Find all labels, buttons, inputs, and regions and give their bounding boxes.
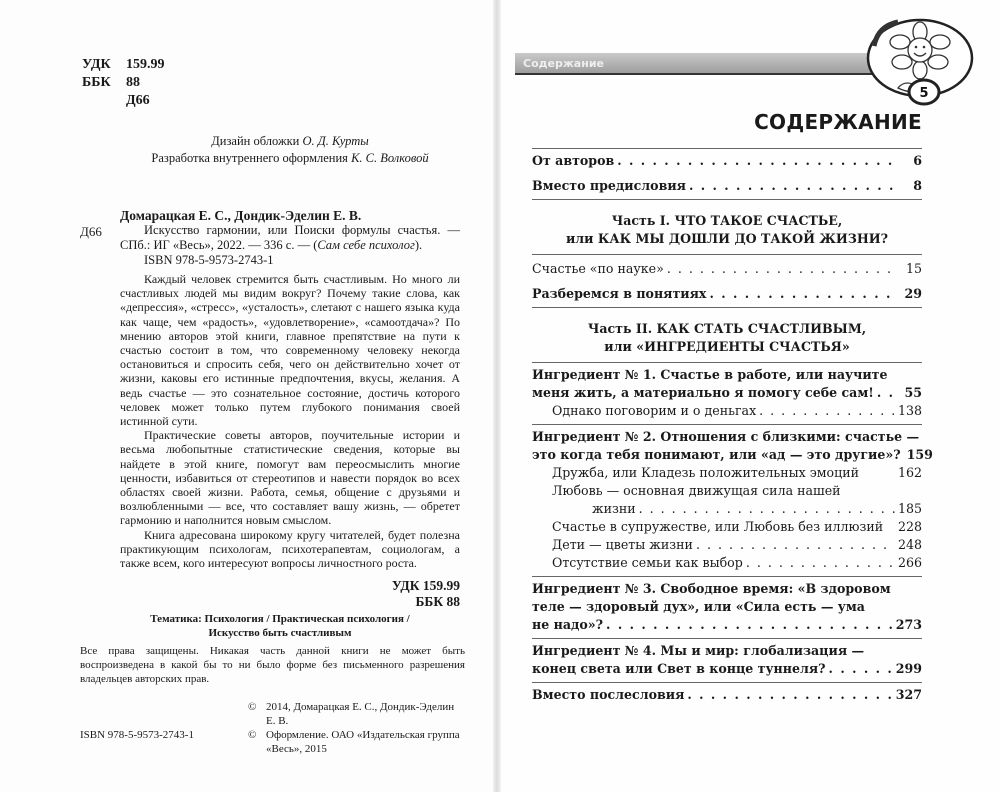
toc-entry[interactable] (532, 285, 922, 303)
toc-entry[interactable] (532, 366, 922, 384)
left-page-content (80, 208, 465, 756)
classification-bottom (299, 578, 460, 610)
toc-entry-title: Ингредиент № 4. Мы и мир: глобализация — (532, 643, 865, 658)
toc-title: СОДЕРЖАНИЕ (754, 110, 922, 134)
imprint-row (80, 700, 465, 756)
toc-entry[interactable] (532, 152, 922, 170)
smiling-flower-icon (858, 16, 988, 106)
toc-subentry[interactable] (532, 464, 922, 482)
toc-entry-title: Отсутствие семьи как выбор (552, 555, 743, 570)
leader-dots (667, 260, 897, 278)
toc-entry-page: 266 (897, 555, 922, 570)
toc-entry-title: это когда тебя понимают, или «ад — это другие»? (532, 447, 901, 462)
toc-entry-title: жизни (592, 501, 636, 516)
copyright-icon: © (248, 729, 257, 742)
annotation-paragraph: Каждый человек стремится быть счастливым. Но много ли счастливых людей мы видим вокруг? Почему такие слова, как «депрессия», «стресс», «усталость», слетают с нашего языка куда как чаще, чем «радость», «удовлетворение», «самоотдача»? По мнению авторов этой книги, главное препятствие на пути к счастью состоит в том, что современному человеку некогда остановиться и спросить себя, чего он действительно хочет от жизни, каковы его истинные предпочтения, вкусы, желания. А ведь счастье — это сознательное состояние, достичь которого человек может только путем глубокого понимания своей истинной сути. (120, 272, 460, 429)
toc-entry-title: теле — здоровый дух», или «Сила есть — ума (532, 599, 865, 614)
toc-section-intro (532, 148, 922, 199)
leader-dots (689, 177, 897, 195)
toc-subentry-continuation[interactable] (532, 500, 922, 518)
toc-entry[interactable] (532, 686, 922, 704)
topics-line: Тематика: Психология / Практическая психология / (150, 613, 410, 626)
toc-entry-title: Ингредиент № 1. Счастье в работе, или научите (532, 367, 888, 382)
toc-entry-page: 55 (904, 385, 922, 400)
part-heading-line: Часть II. КАК СТАТЬ СЧАСТЛИВЫМ, (587, 321, 867, 336)
udk-bottom: УДК 159.99 (391, 578, 460, 594)
table-of-contents (532, 148, 933, 708)
annotation (120, 272, 460, 570)
authors: Домарацкая Е. С., Дондик-Эделин Е. В. (120, 208, 362, 223)
leader-dots (759, 402, 895, 420)
leader-dots (687, 686, 892, 704)
part-heading-line: или «ИНГРЕДИЕНТЫ СЧАСТЬЯ» (604, 339, 850, 354)
rights-notice: Все права защищены. Никакая часть данной книги не может быть воспроизведена в какой бы то ни было форме без письменного разрешения владельцев авторских прав. (80, 645, 465, 686)
toc-entry[interactable] (532, 177, 922, 195)
toc-entry-title: Любовь — основная движущая сила нашей (552, 483, 841, 498)
bbk-label: ББК (82, 75, 111, 90)
toc-entry-title: конец света или Свет в конце туннеля? (532, 661, 826, 676)
toc-entry-title: Разберемся в понятиях (532, 286, 707, 301)
toc-entry[interactable] (532, 428, 922, 446)
toc-entry[interactable] (532, 616, 922, 634)
toc-entry[interactable] (532, 580, 922, 598)
toc-subentry[interactable] (532, 536, 922, 554)
toc-entry[interactable] (532, 446, 933, 464)
toc-entry-title: Дети — цветы жизни (552, 537, 693, 552)
part-heading-line: Часть I. ЧТО ТАКОЕ СЧАСТЬЕ, (611, 213, 843, 228)
toc-subentry[interactable] (532, 402, 922, 420)
leader-dots (696, 536, 895, 554)
udk-label: УДК (82, 57, 111, 72)
toc-entry-page: 6 (913, 153, 922, 168)
leader-dots (639, 500, 895, 518)
leader-dots (746, 554, 895, 572)
part-heading-line: или КАК МЫ ДОШЛИ ДО ТАКОЙ ЖИЗНИ? (565, 231, 889, 246)
topics (100, 613, 460, 640)
leader-dots (829, 660, 893, 678)
design-credits (120, 133, 460, 167)
udk-value: 159.99 (126, 57, 165, 72)
toc-subentry[interactable] (532, 482, 922, 500)
toc-entry-page: 138 (897, 403, 922, 418)
toc-entry[interactable] (532, 642, 922, 660)
leader-dots (709, 285, 897, 303)
toc-entry-title: Счастье в супружестве, или Любовь без иллюзий (552, 519, 884, 534)
bbk-bottom: ББК 88 (415, 594, 460, 610)
bbk-value: 88 (126, 75, 140, 90)
bibliographic-record (80, 208, 460, 268)
toc-entry-title: Вместо предисловия (532, 178, 686, 193)
cover-designer: О. Д. Курты (302, 134, 369, 148)
toc-entry[interactable] (532, 384, 922, 402)
toc-ingredient-2 (532, 424, 933, 576)
toc-entry-page: 228 (897, 519, 922, 534)
toc-subentry[interactable] (532, 518, 922, 536)
copyright-line: 2014, Домарацкая Е. С., Дондик-Эделин Е. В. (266, 701, 455, 728)
classification-block (82, 56, 165, 110)
isbn-bottom: ISBN 978-5-9573-2743-1 (80, 729, 194, 742)
bib-text: Искусство гармонии, или Поиски формулы счастья. — СПб.: ИГ «Весь», 2022. — 336 с. — ( (120, 223, 460, 252)
running-header: Содержание (515, 53, 885, 75)
topics-line: Искусство быть счастливым (208, 626, 352, 639)
toc-entry-page: 327 (895, 687, 922, 702)
toc-entry-title: Ингредиент № 2. Отношения с близкими: счастье — (532, 429, 920, 444)
toc-entry-title: Однако поговорим и о деньгах (552, 403, 757, 418)
page-number: 5 (919, 86, 929, 101)
cover-design-label: Дизайн обложки (211, 134, 300, 148)
annotation-paragraph: Книга адресована широкому кругу читателей, будет полезна практикующим психологам, психотерапевтам, социологам, а также всем, кого интересуют вопросы личностного роста. (120, 527, 460, 571)
toc-entry-page: 185 (897, 501, 922, 516)
toc-entry-page: 299 (895, 661, 922, 676)
copyright-icon: © (248, 701, 257, 714)
toc-ingredient-3 (532, 576, 922, 638)
toc-entry-page: 8 (913, 178, 922, 193)
leader-dots (617, 152, 897, 170)
toc-entry[interactable] (532, 260, 922, 278)
toc-entry-title: Вместо послесловия (532, 687, 685, 702)
toc-ingredient-4 (532, 638, 922, 682)
toc-entry-title: Счастье «по науке» (532, 261, 664, 276)
toc-entry-title: Ингредиент № 3. Свободное время: «В здоровом (532, 581, 891, 596)
toc-entry-page: 248 (897, 537, 922, 552)
book-gutter (493, 0, 501, 792)
toc-entry-title: меня жить, а материально я помогу себе сам! (532, 385, 874, 400)
toc-afterword (532, 682, 922, 708)
margin-author-mark: Д66 (80, 224, 102, 239)
toc-section-part1 (532, 254, 922, 307)
bib-end: ). (414, 238, 423, 252)
toc-entry-title: От авторов (532, 153, 615, 168)
toc-entry-page: 15 (905, 261, 922, 276)
isbn: ISBN 978-5-9573-2743-1 (144, 253, 274, 267)
series-name: Сам себе психолог (317, 238, 415, 252)
toc-entry-page: 273 (895, 617, 922, 632)
toc-ingredient-1 (532, 362, 922, 424)
leader-dots (606, 616, 893, 634)
author-mark-label (82, 92, 120, 110)
leader-dots (877, 384, 897, 402)
toc-entry-title: не надо»? (532, 617, 604, 632)
author-mark: Д66 (126, 93, 150, 108)
part-heading (532, 307, 922, 362)
copyright-line: Оформление. ОАО «Издательская группа (266, 729, 460, 742)
layout-designer: К. С. Волковой (351, 151, 429, 165)
annotation-paragraph: Практические советы авторов, поучительные истории и весьма любопытные статистические сведения, которые вы найдете в этой книге, помогут вам переосмыслить многие ценности, избавиться от стереотипов и навести порядок во всех областях своей жизни. Работа, семья, общение с друзьями и возлюбленными — все, что составляет вашу жизнь, — обретет гармонию и наполнится новым смыслом. (120, 428, 460, 528)
copyright-line: «Весь», 2015 (266, 743, 327, 756)
toc-entry[interactable] (532, 660, 922, 678)
part-heading (532, 199, 922, 254)
bibliographic-description (120, 223, 460, 253)
toc-entry[interactable] (532, 598, 922, 616)
toc-entry-page: 162 (897, 465, 922, 480)
toc-entry-title: Дружба, или Кладезь положительных эмоций (552, 465, 860, 480)
layout-design-label: Разработка внутреннего оформления (151, 151, 348, 165)
toc-entry-page: 159 (906, 447, 933, 462)
toc-subentry[interactable] (532, 554, 922, 572)
toc-entry-page: 29 (904, 286, 922, 301)
copyright-block (248, 700, 465, 756)
